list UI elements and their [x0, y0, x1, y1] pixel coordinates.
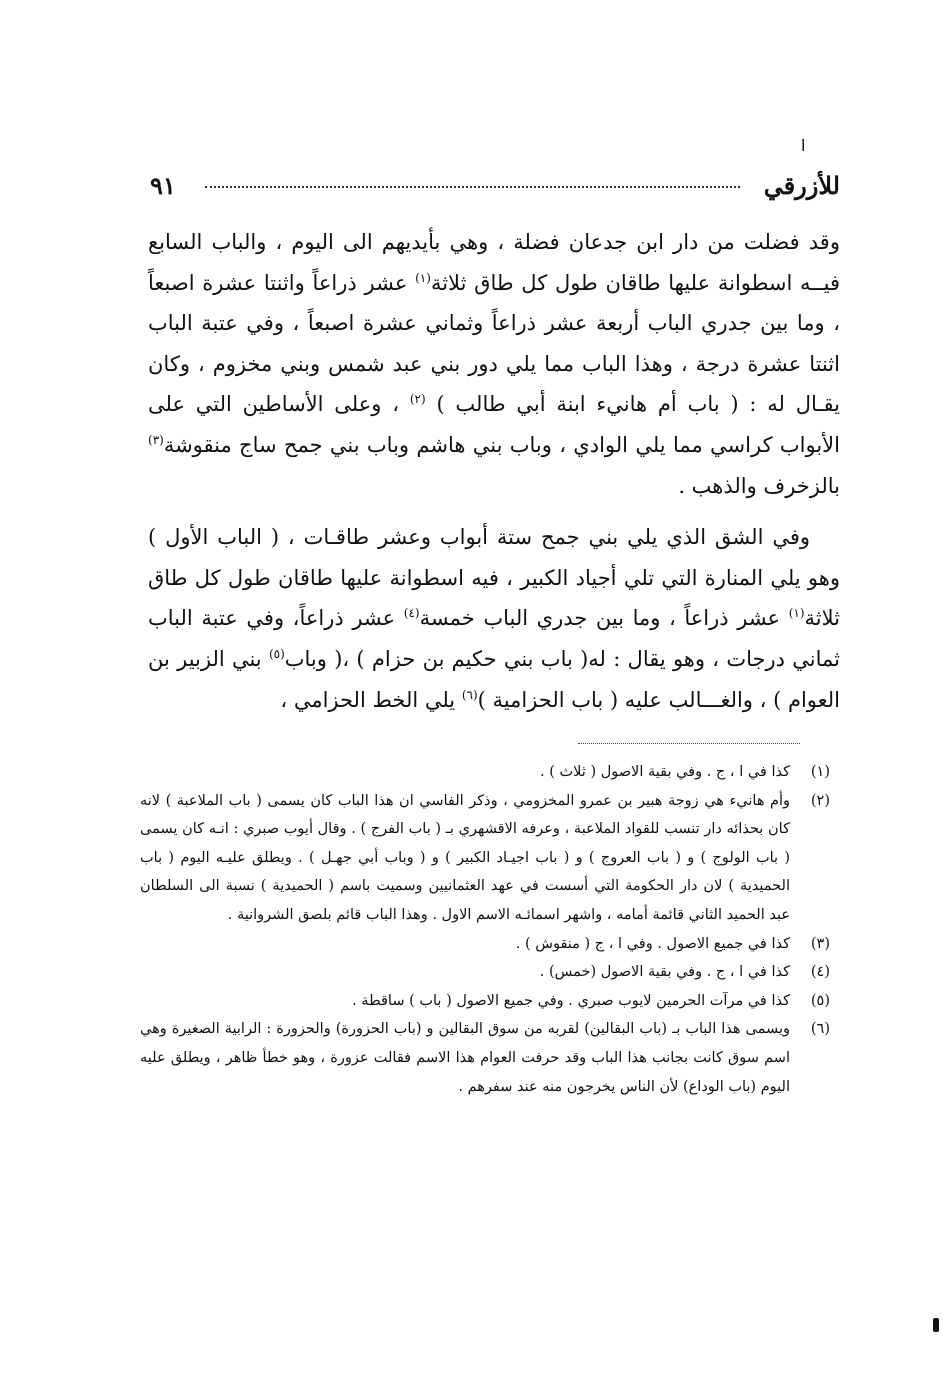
- footnote-text: وأم هانيء هي زوجة هبير بن عمرو المخزومي ، وذكر الفاسي ان هذا الباب كان يسمى ( باب الملاعبة ) لانه كان بحذائه دار تنسب للقواد الملاعبة ، وعرفه الاقشهري بـ ( باب الفرج ) . وقال أيوب صبري : انـه كان يسمى ( باب الولوج ) و ( باب العروج ) و ( باب اجيـاد الكبير ) و ( وباب أبي جهـل ) . ويطلق عليـه اليوم ( باب الحميدية ) لان دار الحكومة التي أسست في عهد العثمانيين وسميت باسم ( الحميدية ) نسبة الى السلطان عبد الحميد الثاني قائمة أمامه ، واشهر اسمائـه الاسم الاول . وهذا الباب قائم بلصق الشروانية .: [140, 792, 790, 923]
- footnote-number: (٤): [810, 964, 830, 981]
- footnote-item: [140, 987, 830, 1016]
- page-header: [150, 172, 840, 202]
- footnote-text: كذا في جميع الاصول . وفي ا ، ج ( منقوش ) .: [515, 935, 790, 952]
- footnote-item: [140, 958, 830, 987]
- corner-mark: ا: [801, 136, 806, 155]
- footnote-text: كذا في مرآت الحرمين لايوب صبري . وفي جميع الاصول ( باب ) ساقطة .: [352, 992, 790, 1009]
- text-segment: وفي الشق الذي يلي بني جمح ستة أبواب وعشر طاقـات ، ( الباب الأول ) وهو يلي المنارة التي تلي أجياد الكبير ، فيه اسطوانة عليها طاقان طول كل طاق ثلاثة: [148, 525, 840, 631]
- paragraph-2: [148, 517, 840, 720]
- footnote-number: (١): [810, 764, 830, 780]
- footnote-text: ويسمى هذا الباب بـ (باب البقالين) لقربه من سوق البقالين و (باب الحزورة) والحزورة : الرابية الصغيرة وهي اسم سوق كانت بجانب هذا الباب وقد حرفت العوام هذا الاسم فقالت عزورة ، وهو خطأ ظاهر ، ويطلق عليه اليوم (باب الوداع) لأن الناس يخرجون منه عند سفرهم .: [140, 1021, 790, 1095]
- footnote-text: كذا في ا ، ج . وفي بقية الاصول ( ثلاث ) .: [540, 764, 790, 780]
- text-segment: يلي الخط الحزامي ،: [280, 687, 462, 712]
- footnote-ref: (٤): [403, 606, 420, 621]
- footnote-number: (٥): [810, 992, 830, 1009]
- text-segment: عشر ذراعاً ، وما بين جدري الباب خمسة: [419, 606, 789, 631]
- text-segment: عشر ذراعاً، وفي عتبة الباب ثماني درجات ، وهو يقال : له( باب بني حكيم بن حزام ) ،( وباب: [148, 606, 840, 671]
- footnote-item: [140, 1015, 830, 1101]
- running-title: للأزرقي: [763, 171, 840, 200]
- footnotes: [140, 758, 830, 1101]
- footnote-item: [140, 930, 830, 959]
- footnote-ref: (٢): [409, 392, 426, 407]
- scan-edge-mark: [933, 1318, 939, 1332]
- footnote-ref: (٦): [461, 687, 478, 702]
- footnote-item: [140, 787, 830, 930]
- text-segment: عشر ذراعاً واثنتا عشرة اصبعاً ، وما بين جدري الباب أربعة عشر ذراعاً وثماني عشرة اصبعاً ، وفي عتبة الباب اثنتا عشرة درجة ، وهذا الباب مما يلي دور بني عبد شمس وبني مخزوم ، وكان يقـال له : ( باب أم هانيء ابنة أبي طالب ): [148, 270, 840, 417]
- footnote-item: [140, 758, 830, 787]
- page-number: ٩١: [150, 171, 176, 200]
- text-segment: وقد فضلت من دار ابن جدعان فضلة ، وهي بأيديهم الى اليوم ، والباب السابع فيــه اسطوانة عليها طاقان طول كل طاق ثلاثة: [148, 230, 840, 295]
- footnote-divider: [578, 743, 800, 744]
- paragraph-1: [148, 222, 840, 506]
- footnote-ref: (٣): [148, 432, 164, 447]
- footnote-number: (٦): [810, 1021, 830, 1038]
- footnote-text: كذا في ا ، ج . وفي بقية الاصول (خمس) .: [539, 964, 790, 981]
- footnote-ref: (٥): [268, 646, 285, 661]
- text-segment: ، وعلى الأساطين التي على الأبواب كراسي مما يلي الوادي ، وباب بني هاشم وباب بني جمح ساج منقوشة: [148, 392, 840, 457]
- main-text: [148, 222, 840, 720]
- text-segment: بالزخرف والذهب .: [678, 473, 840, 498]
- text-segment: بني الزبير بن العوام ) ، والغـــالب عليه ( باب الحزامية ): [148, 646, 840, 712]
- header-dotted-rule: [205, 186, 740, 188]
- footnote-number: (٣): [810, 935, 830, 952]
- footnote-ref: (١): [415, 270, 431, 285]
- footnote-number: (٢): [810, 792, 830, 809]
- footnote-ref: (١): [788, 606, 805, 621]
